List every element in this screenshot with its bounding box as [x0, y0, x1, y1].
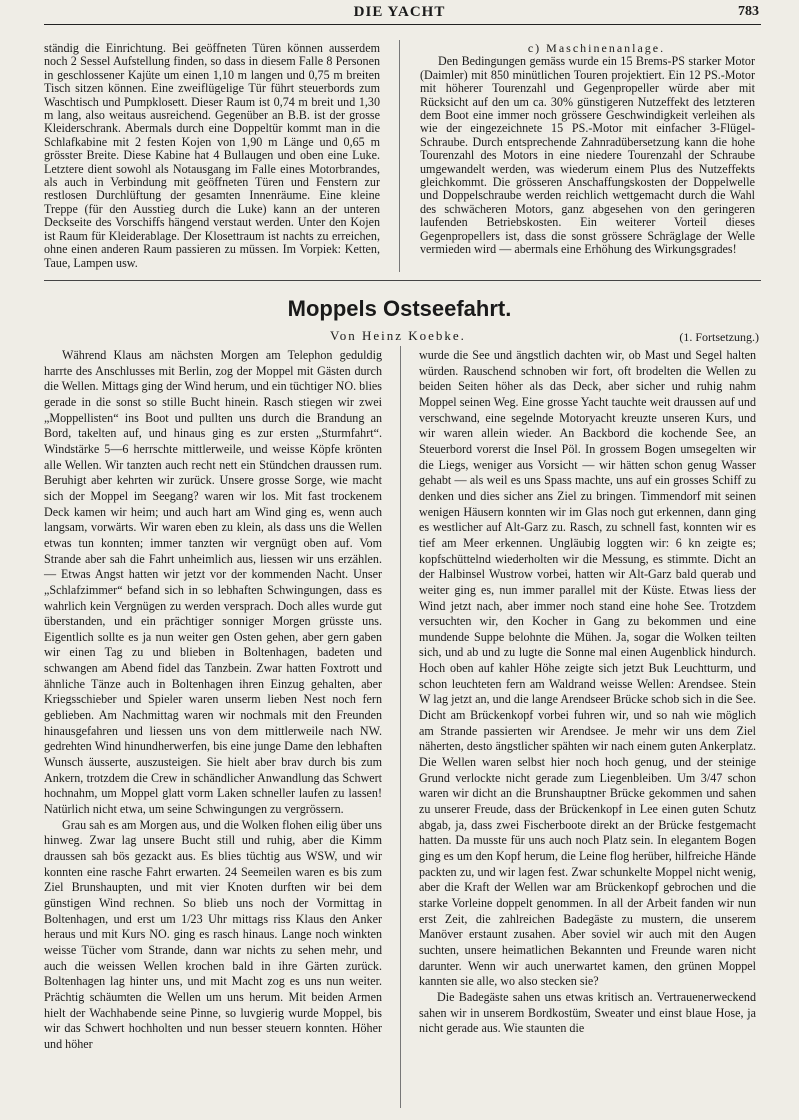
column-divider	[400, 346, 401, 1108]
section-heading: c) Maschinenanlage.	[527, 41, 666, 55]
article-title: Moppels Ostseefahrt.	[287, 296, 512, 321]
paragraph: ständig die Einrichtung. Bei geöffneten Türen können ausserdem noch 2 Sessel Aufstellung finden, so dass in diesem Falle 8 Personen in geschlossener Kajüte um einen 1,10 m langen und 0,75 m breiten Tisch sitzen können. Eine zweiflügelige Tür führt steuerbords zum Waschtisch und Pumpklosett. Dieser Raum ist 0,74 m breit und 1,30 m lang, also weitaus ausreichend. Gegenüber an B.B. ist der grosse Kleiderschrank. Abermals durch eine Doppeltür kommt man in die Schlafkabine mit 2 festen Kojen von 1,90 m Länge und 0,65 m grösster Breite. Diese Kabine hat 4 Bullaugen und oben eine Luke. Letztere dient sowohl als Notausgang im Falle eines Motorbrandes, als auch in Verbindung mit geöffneten Türen und Fenstern zur restlosen Durchlüftung der gesamten Innenräume. Eine kleine Treppe (für den Ausstieg durch die Luke) kann an der unteren Deckseite des Vorschiffs hängend verstaut werden. Unter den Kojen ist Raum für Kleiderablage. Der Klosettraum ist nachts zu erreichen, ohne einen anderen Raum passieren zu müssen. Im Vorpiek: Ketten, Taue, Lampen usw.	[44, 41, 380, 270]
paragraph: Während Klaus am nächsten Morgen am Telephon geduldig harrte des Anschlusses mit Berlin, zog der Moppel mit Gästen durch die Wellen. Mittags ging der Wind herum, und ein tüchtiger NO. blies gerade in die sonst so stille Bucht hinein. Rasch stiegen wir zwei „Moppellisten“ ins Boot und pullten uns durch die Brandung an Bord, takelten auf, und hinaus ging es zur ersten „Sturmfahrt“. Windstärke 5—6 herrschte mittlerweile, und weisse Köpfe krönten alle Wellen. Wir tanzten auch recht nett ein Stündchen draussen rum. Beruhigt aber kehrten wir zurück. Unsere grosse Sorge, wie macht sich der Moppel im Seegang? waren wir los. Mit fast trockenem Deck kamen wir heim; und auch hart am Wind ging es, wenn auch langsam, vorwärts. Wir waren eben zu klein, als dass uns die Wellen etwas tun konnten; immer tanzten wir vergnügt oben auf. Vom Strande aber sah die Fahrt unheimlich aus, liessen wir uns erzählen. — Etwas Angst hatten wir jetzt vor der kommenden Nacht. Unser „Schlafzimmer“ befand sich in so lebhaften Schwingungen, dass es wahrlich kein Vergnügen zu werden versprach. Doch alles wurde gut überstanden, und ein prächtiger sonniger Morgen grüsste uns. Eigentlich sollte es ja nun weiter gen Osten gehen, aber gern gaben wir einen Tag zu und blieben in Boltenhagen, badeten und schwangen am Abend fidel das Tanzbein. Zwar hatten Foxtrott und ähnliche Tänze auch in Boltenhagen ihren Einzug gehalten, aber Kriegsschieber und Spieler waren unserm lieben Nest noch fern geblieben. Am Nachmittag waren wir nochmals mit den Freunden hinausgefahren und liessen uns von dem mittlerweile nach NW. gedrehten Wind hinundherwerfen, bis eine junge Dame den lebhaften Wunsch äusserte, auszusteigen. Sie hielt aber brav durch bis zum Ankern, trotzdem die Crew in schändlicher Anwandlung das Schwert hochnahm, um Moppel glatt vorm Laken schneller laufen zu lassen! Natürlich nicht etwa, um seine Schwingungen zu vergrössern.	[44, 348, 382, 817]
top-left-column	[44, 42, 380, 270]
continuation-note: (1. Fortsetzung.)	[679, 330, 759, 344]
paragraph: wurde die See und ängstlich dachten wir, ob Mast und Segel halten würden. Rauschend schnoben wir fort, oft brodelten die Wellen zu beiden Seiten höher als das Deck, aber sicher und ruhig nahm Moppel seinen Weg. Eine grosse Yacht tauchte weit draussen auf und verschwand, eine segelnde Motoryacht kreuzte unseren Kurs, und wir waren allein wieder. An Backbord die kochende See, an Steuerbord vorerst die Insel Pöl. In grossem Bogen umsegelten wir die Liegs, weniger aus Vorsicht — wir hätten schon genug Wasser gehabt — als weil es uns Spass machte, uns auf ein grosses Schiff zu denken und dies sicher ans Ziel zu bringen. Timmendorf mit seinen wenigen Häusern konnten wir im Glas noch gut erkennen, dann ging es westlicher auf Alt-Garz zu. Rasch, zu schnell fast, konnten wir es tief am Meer erkennen. Ungläubig loggten wir: 6 kn zeigte es; kopfschüttelnd wiederholten wir die Messung, es stimmte. Dicht an der Halbinsel Wustrow vorbei, hatten wir Alt-Garz bald querab und weiter ging es, nun immer parallel mit der Küste. Etwas liess der Wind jetzt nach, aber immer noch stand eine hohe See. Trotzdem versuchten wir, den Kocher in Gang zu bekommen und eine mundende Suppe belohnte die Mühen. Ja, sogar die Wolken teilten sich, und ab und zu lugte die Sonne mal einen Augenblick hindurch. Hoch oben auf kahler Höhe zeigte sich jetzt Buk Leuchtturm, und schon leuchteten fern am Waldrand weisse Wellen: Arendsee. Stein W lag jetzt an, und die lange Arendseer Brücke schob sich in die See. Dicht am Brückenkopf vorbei fuhren wir, und so nah wie möglich am Strande passierten wir Arendsee. Je mehr wir uns dem Ziel näherten, desto ängstlicher spähten wir nach einem guten Ankerplatz. Die Wellen waren selbst hier noch hoch genug, und der steinige Grund verlockte nicht gerade zum Liegenbleiben. Um 3/47 schon waren wir dicht an die Brunshauptner Brücke gekommen und sahen zu unserer Freude, dass der Brückenkopf in Lee einen guten Schutz abgab, ja, dass zwei Fischerboote direkt an der Brücke festgemacht hatten. Da musste für uns auch noch Platz sein. In elegantem Bogen ging es um den Kopf herum, die Leine flog herüber, hilfreiche Hände packten zu, und wir lagen fest. Zwar schunkelte Moppel nicht wenig, aber die Kraft der Wellen war am Brückenkopf gebrochen und die starke Vorleine doppelt genommen. In all der Arbeit fanden wir nun erst Zeit, die zahlreichen Badegäste zu mustern, die unserem Manöver erstaunt zusahen. Aber soviel wir auch mit den Augen suchten, unsere heimatlichen Bekannten und Freunde waren nicht darunter. Wenn wir auch unerwartet kamen, den grünen Moppel kannten sie alle, wo also stecken sie?	[419, 348, 756, 989]
header-rule	[44, 24, 761, 25]
column-divider	[399, 40, 400, 272]
page-number: 783	[738, 4, 759, 19]
section-divider	[44, 280, 761, 281]
article-right-column	[419, 348, 756, 1037]
article-left-column	[44, 348, 382, 1053]
article-byline: Von Heinz Koebke.	[330, 328, 466, 343]
paragraph: Die Badegäste sahen uns etwas kritisch an. Vertrauenerweckend sahen wir in unserem Bordkostüm, Sweater und einst blaue Hose, ja nicht gerade aus. Wie staunten die	[419, 989, 756, 1036]
paragraph: Grau sah es am Morgen aus, und die Wolken flohen eilig über uns hinweg. Zwar lag unsere Bucht still und ruhig, aber die Kimm draussen sah bös gezackt aus. Es blies tüchtig aus WSW, und wir konnten eine rasche Fahrt erwarten. 24 Seemeilen waren es bis zum Ziel Brunshaupten, und mit vier Knoten durften wir bei dem günstigen Wind rechnen. So blieb uns noch der Vormittag in Boltenhagen, und erst um 1/23 Uhr mittags riss Klaus den Anker heraus und mit Kurs NO. ging es rasch hinaus. Lange noch winkten weisse Tücher vom Strande, dann war nichts zu sehen mehr, und auch die weissen Wellen krochen bald in ihre Gärten zurück. Boltenhagen lag hinter uns, und mit Macht zog es uns nun weiter. Prächtig schäumten die Wellen um uns herum. Mit beiden Armen hielt der Wachhabende seine Pinne, so luvgierig wurde Moppel, bis wir das Schwert hochholten und nun besser steuern konnten. Höher und höher	[44, 817, 382, 1051]
magazine-title: DIE YACHT	[353, 4, 446, 20]
top-right-column	[420, 42, 755, 257]
paragraph: Den Bedingungen gemäss wurde ein 15 Brems-PS starker Motor (Daimler) mit 850 minütlichen Touren projektiert. Ein 12 PS.-Motor mit höherer Tourenzahl und Gegenpropeller würde aber mit Rücksicht auf den um ca. 30% günstigeren Nutzeffekt des letzteren dem Boot eine immer noch grössere Geschwindigkeit verleihen als wie der eingezeichnete 15 PS.-Motor mit einfacher 3-Flügel-Schraube. Durch entsprechende Zahnradübersetzung kann die hohe Tourenzahl des Motors in eine niedere Tourenzahl der Schraube umgewandelt werden, was wiederum einem Plus des Nutzeffekts gleichkommt. Die grösseren Anschaffungskosten der Doppelwelle und Doppelschraube werden reichlich wettgemacht durch die Wahl des schwächeren Motors, ganz abgesehen von den geringeren laufenden Betriebskosten. Ein weiterer Vorteil dieses Gegenpropellers ist, dass die sonst grössere Schräglage der Welle vermieden wird — abermals eine Erhöhung des Wirkungsgrades!	[420, 54, 755, 257]
